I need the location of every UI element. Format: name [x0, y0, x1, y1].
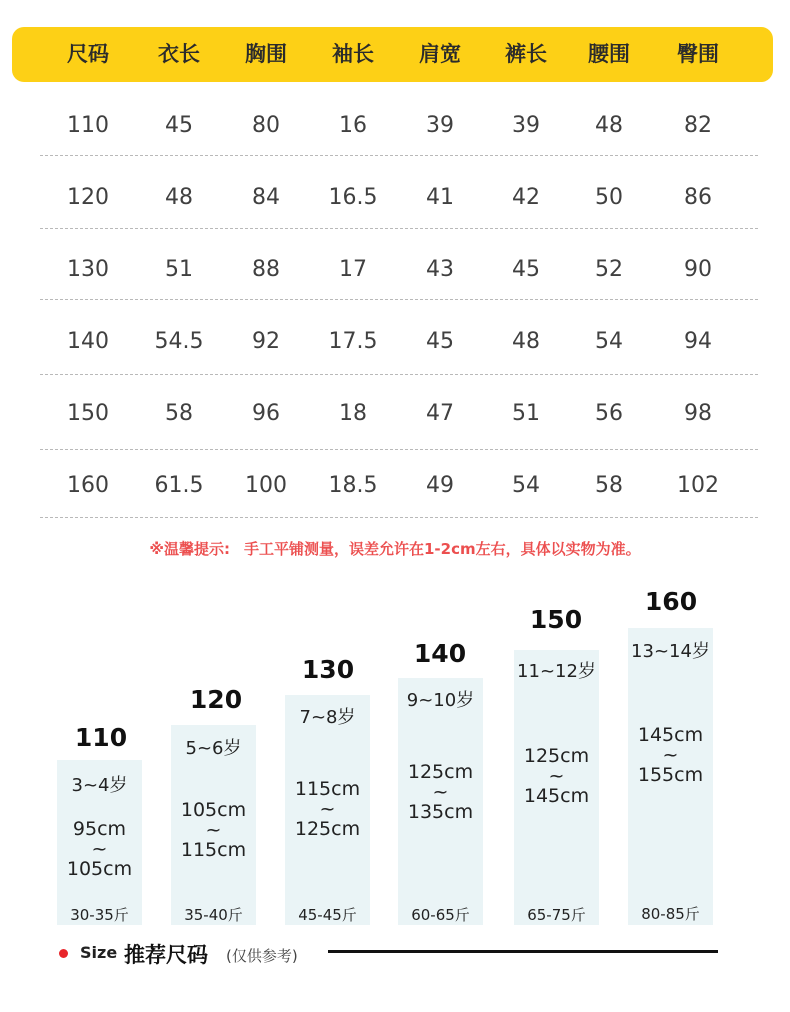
- table-cell: 110: [67, 113, 109, 138]
- table-cell: 43: [426, 257, 454, 282]
- table-cell: 90: [684, 257, 712, 282]
- table-cell: 45: [512, 257, 540, 282]
- header-length: 衣长: [158, 42, 200, 66]
- size-bar-110: [57, 760, 142, 925]
- size-bar-130: [285, 695, 370, 925]
- size-label-150: 150: [529, 605, 583, 634]
- table-cell: 48: [165, 185, 193, 210]
- table-cell: 17: [339, 257, 367, 282]
- table-cell: 41: [426, 185, 454, 210]
- weight-range: 35-40斤: [184, 906, 243, 924]
- age-range: 5~6岁: [185, 738, 242, 759]
- table-cell: 82: [684, 113, 712, 138]
- table-cell: 45: [165, 113, 193, 138]
- legend-subtitle: (仅供参考): [226, 947, 298, 965]
- table-cell: 88: [252, 257, 280, 282]
- table-row: [0, 234, 790, 306]
- height-separator: ~: [548, 765, 565, 787]
- height-to: 125cm: [294, 818, 361, 840]
- size-bar-150: [514, 650, 599, 925]
- table-cell: 54: [595, 329, 623, 354]
- table-cell: 18: [339, 401, 367, 426]
- age-range: 9~10岁: [406, 690, 475, 711]
- measurement-note: [0, 538, 790, 559]
- row-divider: [40, 299, 758, 300]
- table-cell: 54: [512, 473, 540, 498]
- table-cell: 140: [67, 329, 109, 354]
- header-shoulder: 肩宽: [419, 42, 461, 66]
- table-cell: 16: [339, 113, 367, 138]
- table-cell: 61.5: [154, 473, 204, 498]
- height-to: 115cm: [180, 839, 247, 861]
- height-separator: ~: [205, 819, 222, 841]
- legend-divider-line: [328, 950, 718, 953]
- table-cell: 48: [512, 329, 540, 354]
- row-divider: [40, 228, 758, 229]
- table-cell: 86: [684, 185, 712, 210]
- table-cell: 58: [595, 473, 623, 498]
- header-pants-length: 裤长: [505, 42, 547, 66]
- table-cell: 47: [426, 401, 454, 426]
- table-cell: 17.5: [328, 329, 378, 354]
- weight-range: 65-75斤: [527, 906, 586, 924]
- legend-size-label: Size: [80, 943, 118, 962]
- weight-range: 80-85斤: [641, 905, 700, 923]
- size-label-110: 110: [74, 723, 128, 752]
- table-cell: 16.5: [328, 185, 378, 210]
- height-to: 105cm: [66, 858, 133, 880]
- size-bar-140: [398, 678, 483, 925]
- weight-range: 30-35斤: [70, 906, 129, 924]
- table-cell: 160: [67, 473, 109, 498]
- header-chest: 胸围: [245, 42, 287, 66]
- height-separator: ~: [432, 781, 449, 803]
- header-size: 尺码: [67, 42, 109, 66]
- age-range: 7~8岁: [299, 707, 356, 728]
- height-separator: ~: [319, 798, 336, 820]
- height-from: 115cm: [294, 778, 361, 800]
- age-range: 3~4岁: [71, 775, 128, 796]
- table-row: [0, 378, 790, 450]
- table-cell: 130: [67, 257, 109, 282]
- table-cell: 42: [512, 185, 540, 210]
- table-cell: 39: [512, 113, 540, 138]
- table-cell: 50: [595, 185, 623, 210]
- row-divider: [40, 374, 758, 375]
- note-text: 手工平铺测量，误差允许在1-2cm左右，具体以实物为准。: [243, 540, 641, 558]
- age-range: 11~12岁: [517, 661, 596, 682]
- table-cell: 102: [677, 473, 719, 498]
- height-from: 95cm: [72, 818, 127, 840]
- height-to: 155cm: [637, 764, 704, 786]
- table-cell: 45: [426, 329, 454, 354]
- table-cell: 92: [252, 329, 280, 354]
- table-cell: 94: [684, 329, 712, 354]
- row-divider: [40, 517, 758, 518]
- size-label-130: 130: [301, 655, 355, 684]
- weight-range: 60-65斤: [411, 906, 470, 924]
- height-from: 105cm: [180, 799, 247, 821]
- table-cell: 96: [252, 401, 280, 426]
- table-cell: 39: [426, 113, 454, 138]
- table-cell: 51: [512, 401, 540, 426]
- legend-dot-icon: [59, 949, 68, 958]
- height-to: 145cm: [523, 785, 590, 807]
- height-to: 135cm: [407, 801, 474, 823]
- header-sleeve: 袖长: [332, 42, 374, 66]
- header-waist: 腰围: [588, 42, 630, 66]
- table-cell: 150: [67, 401, 109, 426]
- size-table-header: [12, 27, 773, 82]
- table-cell: 58: [165, 401, 193, 426]
- height-separator: ~: [91, 838, 108, 860]
- header-hip: 臀围: [677, 42, 719, 66]
- height-from: 145cm: [637, 724, 704, 746]
- table-cell: 48: [595, 113, 623, 138]
- age-range: 13~14岁: [631, 641, 710, 662]
- table-row: [0, 90, 790, 162]
- size-bar-160: [628, 628, 713, 925]
- height-separator: ~: [662, 744, 679, 766]
- table-cell: 54.5: [154, 329, 204, 354]
- table-row: [0, 450, 790, 522]
- table-row: [0, 306, 790, 378]
- table-cell: 18.5: [328, 473, 378, 498]
- table-row: [0, 162, 790, 234]
- size-label-120: 120: [189, 685, 243, 714]
- table-cell: 80: [252, 113, 280, 138]
- table-cell: 84: [252, 185, 280, 210]
- legend-title: 推荐尺码: [124, 943, 208, 967]
- size-label-140: 140: [413, 639, 467, 668]
- note-prefix: ※温馨提示:: [149, 540, 230, 558]
- row-divider: [40, 155, 758, 156]
- size-label-160: 160: [644, 587, 698, 616]
- table-cell: 49: [426, 473, 454, 498]
- table-cell: 98: [684, 401, 712, 426]
- table-cell: 51: [165, 257, 193, 282]
- height-from: 125cm: [407, 761, 474, 783]
- height-from: 125cm: [523, 745, 590, 767]
- table-cell: 100: [245, 473, 287, 498]
- size-bar-120: [171, 725, 256, 925]
- table-cell: 56: [595, 401, 623, 426]
- table-cell: 120: [67, 185, 109, 210]
- table-cell: 52: [595, 257, 623, 282]
- weight-range: 45-45斤: [298, 906, 357, 924]
